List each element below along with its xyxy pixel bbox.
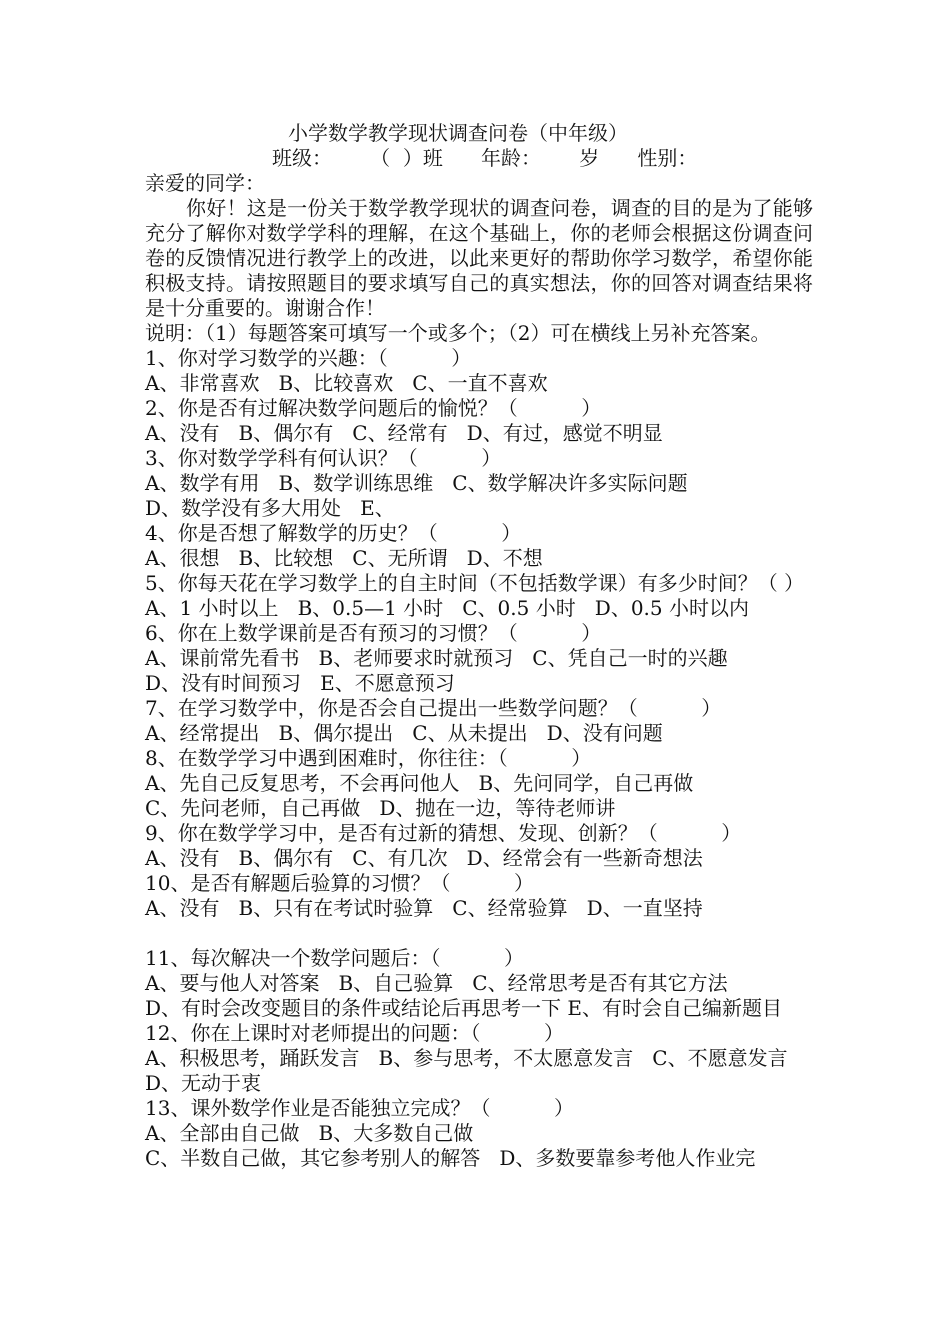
gender-label: 性别： bbox=[637, 146, 698, 170]
question-10: 10、是否有解题后验算的习惯？（ ） bbox=[145, 871, 535, 895]
questionnaire bbox=[145, 121, 813, 1171]
question-12-options-a: A、积极思考，踊跃发言 B、参与思考，不太愿意发言 C、不愿意发言 bbox=[145, 1046, 788, 1070]
question-10-options: A、没有 B、只有在考试时验算 C、经常验算 D、一直坚持 bbox=[145, 896, 703, 920]
spacer bbox=[145, 921, 813, 946]
question-13: 13、课外数学作业是否能独立完成？（ ） bbox=[145, 1096, 575, 1120]
question-2-options: A、没有 B、偶尔有 C、经常有 D、有过，感觉不明显 bbox=[145, 421, 663, 445]
intro-paragraph: 你好！这是一份关于数学教学现状的调查问卷，调查的目的是为了能够充分了解你对数学学科的理解，在这个基础上，你的老师会根据这份调查问卷的反馈情况进行教学上的改进，以此来更好的帮助你学习数学，希望你能积极支持。请按照题目的要求填写自己的真实想法，你的回答对调查结果将是十分重要的。谢谢合作！ bbox=[145, 196, 813, 320]
question-2: 2、你是否有过解决数学问题后的愉悦？（ ） bbox=[145, 396, 602, 420]
question-9: 9、你在数学学习中，是否有过新的猜想、发现、创新？（ ） bbox=[145, 821, 742, 845]
question-5-options: A、1 小时以上 B、0.5—1 小时 C、0.5 小时 D、0.5 小时以内 bbox=[145, 596, 749, 620]
question-1: 1、你对学习数学的兴趣：（ ） bbox=[145, 346, 472, 370]
question-5: 5、你每天花在学习数学上的自主时间（不包括数学课）有多少时间？（ ） bbox=[145, 571, 805, 595]
question-7-options: A、经常提出 B、偶尔提出 C、从未提出 D、没有问题 bbox=[145, 721, 663, 745]
question-13-options-a: A、全部由自己做 B、大多数自己做 bbox=[145, 1121, 474, 1145]
question-8-options-b: C、先问老师，自己再做 D、抛在一边，等待老师讲 bbox=[145, 796, 616, 820]
question-3-options-b: D、数学没有多大用处 E、 bbox=[145, 496, 395, 520]
question-4-options: A、很想 B、比较想 C、无所谓 D、不想 bbox=[145, 546, 543, 570]
class-blank: （ ）班 bbox=[370, 146, 443, 170]
question-6: 6、你在上数学课前是否有预习的习惯？（ ） bbox=[145, 621, 602, 645]
greeting: 亲爱的同学： bbox=[145, 171, 265, 195]
page-title: 小学数学教学现状调查问卷（中年级） bbox=[288, 121, 628, 145]
question-6-options-a: A、课前常先看书 B、老师要求时就预习 C、凭自己一时的兴趣 bbox=[145, 646, 728, 670]
question-11-options-b: D、有时会改变题目的条件或结论后再思考一下 E、有时会自己编新题目 bbox=[145, 996, 782, 1020]
question-12: 12、你在上课时对老师提出的问题：（ ） bbox=[145, 1021, 565, 1045]
question-7: 7、在学习数学中，你是否会自己提出一些数学问题？（ ） bbox=[145, 696, 722, 720]
question-9-options: A、没有 B、偶尔有 C、有几次 D、经常会有一些新奇想法 bbox=[145, 846, 703, 870]
question-8: 8、在数学学习中遇到困难时，你往往：（ ） bbox=[145, 746, 592, 770]
instructions-note: 说明：（1）每题答案可填写一个或多个；（2）可在横线上另补充答案。 bbox=[145, 321, 771, 345]
class-label: 班级： bbox=[272, 146, 332, 170]
question-3-options-a: A、数学有用 B、数学训练思维 C、数学解决许多实际问题 bbox=[145, 471, 688, 495]
question-11-options-a: A、要与他人对答案 B、自己验算 C、经常思考是否有其它方法 bbox=[145, 971, 728, 995]
question-13-options-b: C、半数自己做，其它参考别人的解答 D、多数要靠参考他人作业完 bbox=[145, 1146, 756, 1170]
age-unit: 岁 bbox=[579, 146, 600, 170]
question-11: 11、每次解决一个数学问题后：（ ） bbox=[145, 946, 525, 970]
age-label: 年龄： bbox=[481, 146, 542, 170]
question-8-options-a: A、先自己反复思考，不会再问他人 B、先问同学，自己再做 bbox=[145, 771, 694, 795]
question-4: 4、你是否想了解数学的历史？（ ） bbox=[145, 521, 522, 545]
question-12-options-b: D、无动于衷 bbox=[145, 1071, 262, 1095]
question-3: 3、你对数学学科有何认识？（ ） bbox=[145, 446, 502, 470]
student-info-line bbox=[145, 146, 813, 171]
question-6-options-b: D、没有时间预习 E、不愿意预习 bbox=[145, 671, 455, 695]
question-1-options: A、非常喜欢 B、比较喜欢 C、一直不喜欢 bbox=[145, 371, 548, 395]
